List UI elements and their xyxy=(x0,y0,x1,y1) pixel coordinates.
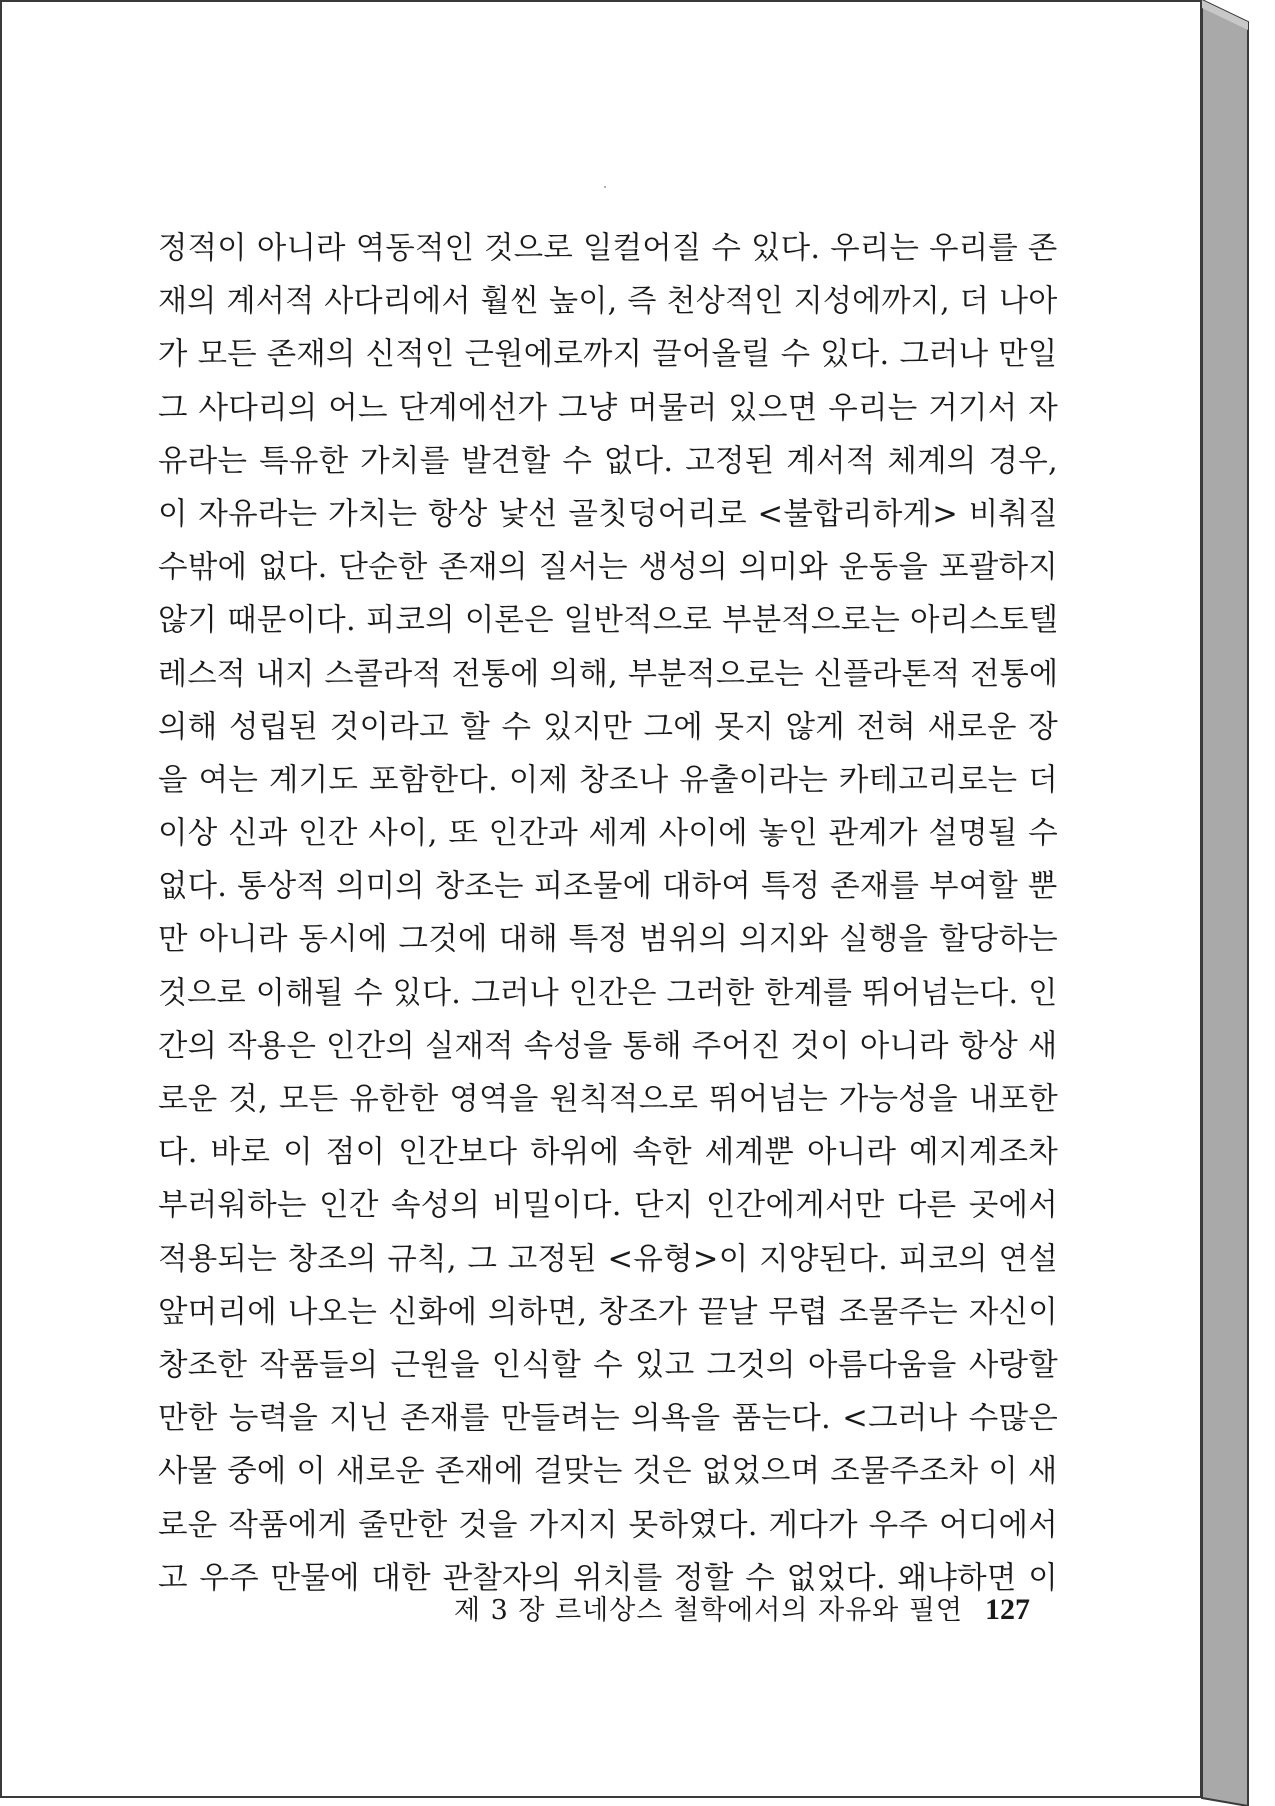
text-line: 이상 신과 인간 사이, 또 인간과 세계 사이에 놓인 관계가 설명될 수 xyxy=(158,816,1058,852)
chapter-title: 제 3 장 르네상스 철학에서의 자유와 필연 xyxy=(454,1595,963,1626)
text-line: 간의 작용은 인간의 실재적 속성을 통해 주어진 것이 아니라 항상 새 xyxy=(158,1028,1058,1064)
text-line: 사물 중에 이 새로운 존재에 걸맞는 것은 없었으며 조물주조차 이 새 xyxy=(158,1454,1058,1490)
text-line: 창조한 작품들의 근원을 인식할 수 있고 그것의 아름다움을 사랑할 xyxy=(158,1347,1058,1383)
text-line: 유라는 특유한 가치를 발견할 수 없다. 고정된 계서적 체계의 경우, xyxy=(158,443,1058,479)
text-line: 수밖에 없다. 단순한 존재의 질서는 생성의 의미와 운동을 포괄하지 xyxy=(158,550,1058,586)
text-line: 가 모든 존재의 신적인 근원에로까지 끌어올릴 수 있다. 그러나 만일 xyxy=(158,337,1058,373)
body-text xyxy=(158,222,1058,1605)
text-line: 고 우주 만물에 대한 관찰자의 위치를 정할 수 없었다. 왜냐하면 이 xyxy=(158,1560,1058,1596)
text-line: 레스적 내지 스콜라적 전통에 의해, 부분적으로는 신플라톤적 전통에 xyxy=(158,656,1059,692)
text-line: 이 자유라는 가치는 항상 낯선 골칫덩어리로 <불합리하게> 비춰질 xyxy=(158,496,1058,532)
text-line: 다. 바로 이 점이 인간보다 하위에 속한 세계뿐 아니라 예지계조차 xyxy=(158,1135,1058,1171)
text-line: 앞머리에 나오는 신화에 의하면, 창조가 끝날 무렵 조물주는 자신이 xyxy=(158,1294,1058,1330)
text-line: 만 아니라 동시에 그것에 대해 특정 범위의 의지와 실행을 할당하는 xyxy=(158,922,1058,958)
text-line: 부러워하는 인간 속성의 비밀이다. 단지 인간에게서만 다른 곳에서 xyxy=(158,1188,1058,1224)
running-footer xyxy=(454,1588,1030,1627)
speck-mark-top xyxy=(604,186,606,188)
text-line: 의해 성립된 것이라고 할 수 있지만 그에 못지 않게 전혀 새로운 장 xyxy=(158,709,1058,745)
text-line: 을 여는 계기도 포함한다. 이제 창조나 유출이라는 카테고리로는 더 xyxy=(158,762,1058,798)
page-number: 127 xyxy=(985,1593,1030,1626)
text-line: 것으로 이해될 수 있다. 그러나 인간은 그러한 한계를 뛰어넘는다. 인 xyxy=(158,975,1058,1011)
text-line: 로운 것, 모든 유한한 영역을 원칙적으로 뛰어넘는 가능성을 내포한 xyxy=(158,1082,1058,1117)
text-line: 정적이 아니라 역동적인 것으로 일컬어질 수 있다. 우리는 우리를 존 xyxy=(158,231,1058,266)
text-line: 없다. 통상적 의미의 창조는 피조물에 대하여 특정 존재를 부여할 뿐 xyxy=(158,869,1058,905)
text-line: 로운 작품에게 줄만한 것을 가지지 못하였다. 게다가 우주 어디에서 xyxy=(158,1507,1058,1543)
text-line: 그 사다리의 어느 단계에선가 그냥 머물러 있으면 우리는 거기서 자 xyxy=(158,390,1058,426)
text-line: 만한 능력을 지닌 존재를 만들려는 의욕을 품는다. <그러나 수많은 xyxy=(158,1401,1058,1437)
text-line: 재의 계서적 사다리에서 훨씬 높이, 즉 천상적인 지성에까지, 더 나아 xyxy=(158,284,1058,320)
text-line: 적용되는 창조의 규칙, 그 고정된 <유형>이 지양된다. 피코의 연설 xyxy=(158,1241,1058,1277)
text-line: 않기 때문이다. 피코의 이론은 일반적으로 부분적으로는 아리스토텔 xyxy=(158,603,1059,639)
